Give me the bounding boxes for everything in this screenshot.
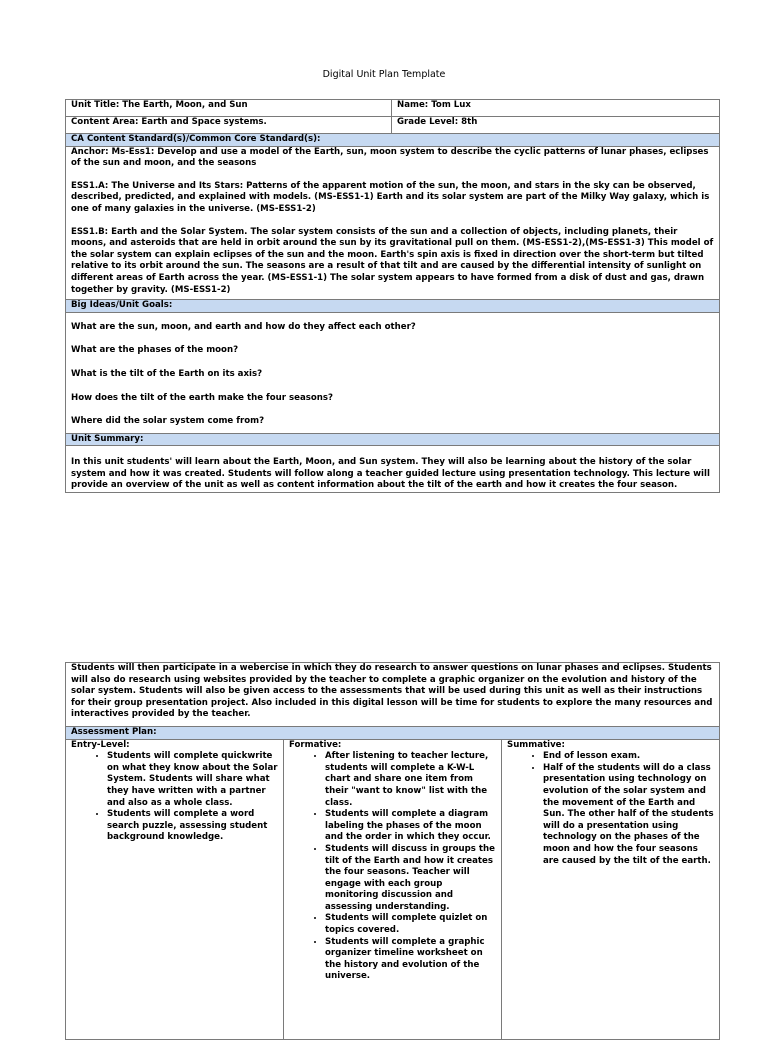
big-ideas-body [66, 312, 720, 433]
big-idea-question: What are the phases of the moon? [71, 345, 239, 356]
standard-anchor: Anchor: Ms-Ess1: Develop and use a model of the Earth, sun, moon system to describe the cyclic patterns of lunar phases, eclipses of the sun and moon, and the seasons [71, 146, 709, 169]
big-idea-question: What are the sun, moon, and earth and how do they affect each other? [71, 321, 416, 332]
list-item: • After listening to teacher lecture, students will complete a K-W-L chart and share one item from their "want to know" list with the class. [325, 751, 496, 809]
entry-level-list [71, 751, 278, 844]
teacher-name: Name: Tom Lux [392, 100, 720, 117]
unit-summary-body [66, 446, 720, 493]
unit-summary-header: Unit Summary: [66, 433, 720, 446]
list-item: • Students will complete a graphic organizer timeline worksheet on the history and evolution of the universe. [325, 937, 496, 983]
entry-level-column [66, 739, 284, 1039]
unit-summary-text: In this unit students' will learn about the Earth, Moon, and Sun system. They will also be learning about the history of the solar system and how it was created. Students will follow along a teacher guided lecture using presentation technology. This lecture will provide an overview of the unit as well as content information about the tilt of the earth and how it creates the four season. [71, 457, 710, 491]
formative-list [289, 751, 496, 983]
big-ideas-header: Big Ideas/Unit Goals: [66, 300, 720, 313]
standards-body [66, 146, 720, 300]
assessment-plan-header: Assessment Plan: [66, 726, 720, 739]
unit-plan-table-page2 [65, 662, 720, 1040]
list-item: • Students will discuss in groups the tilt of the Earth and how it creates the four seasons. Teacher will engage with each group monitoring discussion and assessing understanding. [325, 844, 496, 914]
unit-plan-table-page1 [65, 99, 720, 493]
big-idea-question: What is the tilt of the Earth on its axis? [71, 368, 263, 379]
content-area: Content Area: Earth and Space systems. [66, 117, 392, 134]
formative-column [284, 739, 502, 1039]
summative-label: Summative: [507, 739, 565, 750]
list-item: • End of lesson exam. [543, 751, 714, 763]
list-item: • Half of the students will do a class presentation using technology on evolution of the solar system and the movement of the Earth and Sun. The other half of the students will do a presentation using technology on the phases of the moon and how the four seasons are caused by the tilt of the earth. [543, 763, 714, 867]
standards-header: CA Content Standard(s)/Common Core Standard(s): [66, 134, 720, 147]
summative-list [507, 751, 714, 867]
standard-ess1b: ESS1.B: Earth and the Solar System. The solar system consists of the sun and a collection of objects, including planets, their moons, and asteroids that are held in orbit around the sun by its gravitational pull on them. (MS-ESS1-2),(MS-ESS1-3) This model of the solar system can explain eclipses of the sun and the moon. Earth's spin axis is fixed in direction over the short-term but tilted relative to its orbit around the sun. The seasons are a result of that tilt and are caused by the differential intensity of sunlight on different areas of Earth across the year. (MS-ESS1-1) The solar system appears to have formed from a disk of dust and gas, drawn together by gravity. (MS-ESS1-2) [71, 226, 714, 295]
page-title: Digital Unit Plan Template [322, 69, 446, 80]
big-idea-question: How does the tilt of the earth make the four seasons? [71, 392, 334, 403]
standard-ess1a: ESS1.A: The Universe and Its Stars: Patterns of the apparent motion of the sun, the moon, and stars in the sky can be observed, described, predicted, and explained with models. (MS-ESS1-1) Earth and its solar system are part of the Milky Way galaxy, which is one of many galaxies in the universe. (MS-ESS1-2) [71, 180, 710, 214]
unit-summary-text-continued: Students will then participate in a webercise in which they do research to answer questions on lunar phases and eclipses. Students will also do research using websites provided by the teacher to complete a graphic organizer on the evolution and history of the solar system. Students will also be given access to the assessments that will be used during this unit as well as their instructions for their group presentation project. Also included in this digital lesson will be time for students to explore the many resources and interactives provided by the teacher. [71, 663, 713, 720]
list-item: • Students will complete a diagram labeling the phases of the moon and the order in which they occur. [325, 809, 496, 844]
big-idea-question: Where did the solar system come from? [71, 416, 265, 427]
list-item: • Students will complete quickwrite on what they know about the Solar System. Students will share what they have written with a partner and also as a whole class. [107, 751, 278, 809]
summative-column [502, 739, 720, 1039]
entry-level-label: Entry-Level: [71, 739, 130, 750]
grade-level: Grade Level: 8th [392, 117, 720, 134]
list-item: • Students will complete a word search puzzle, assessing student background knowledge. [107, 809, 278, 844]
unit-summary-continued [66, 663, 720, 727]
list-item: • Students will complete quizlet on topics covered. [325, 913, 496, 936]
formative-label: Formative: [289, 739, 342, 750]
unit-title: Unit Title: The Earth, Moon, and Sun [66, 100, 392, 117]
